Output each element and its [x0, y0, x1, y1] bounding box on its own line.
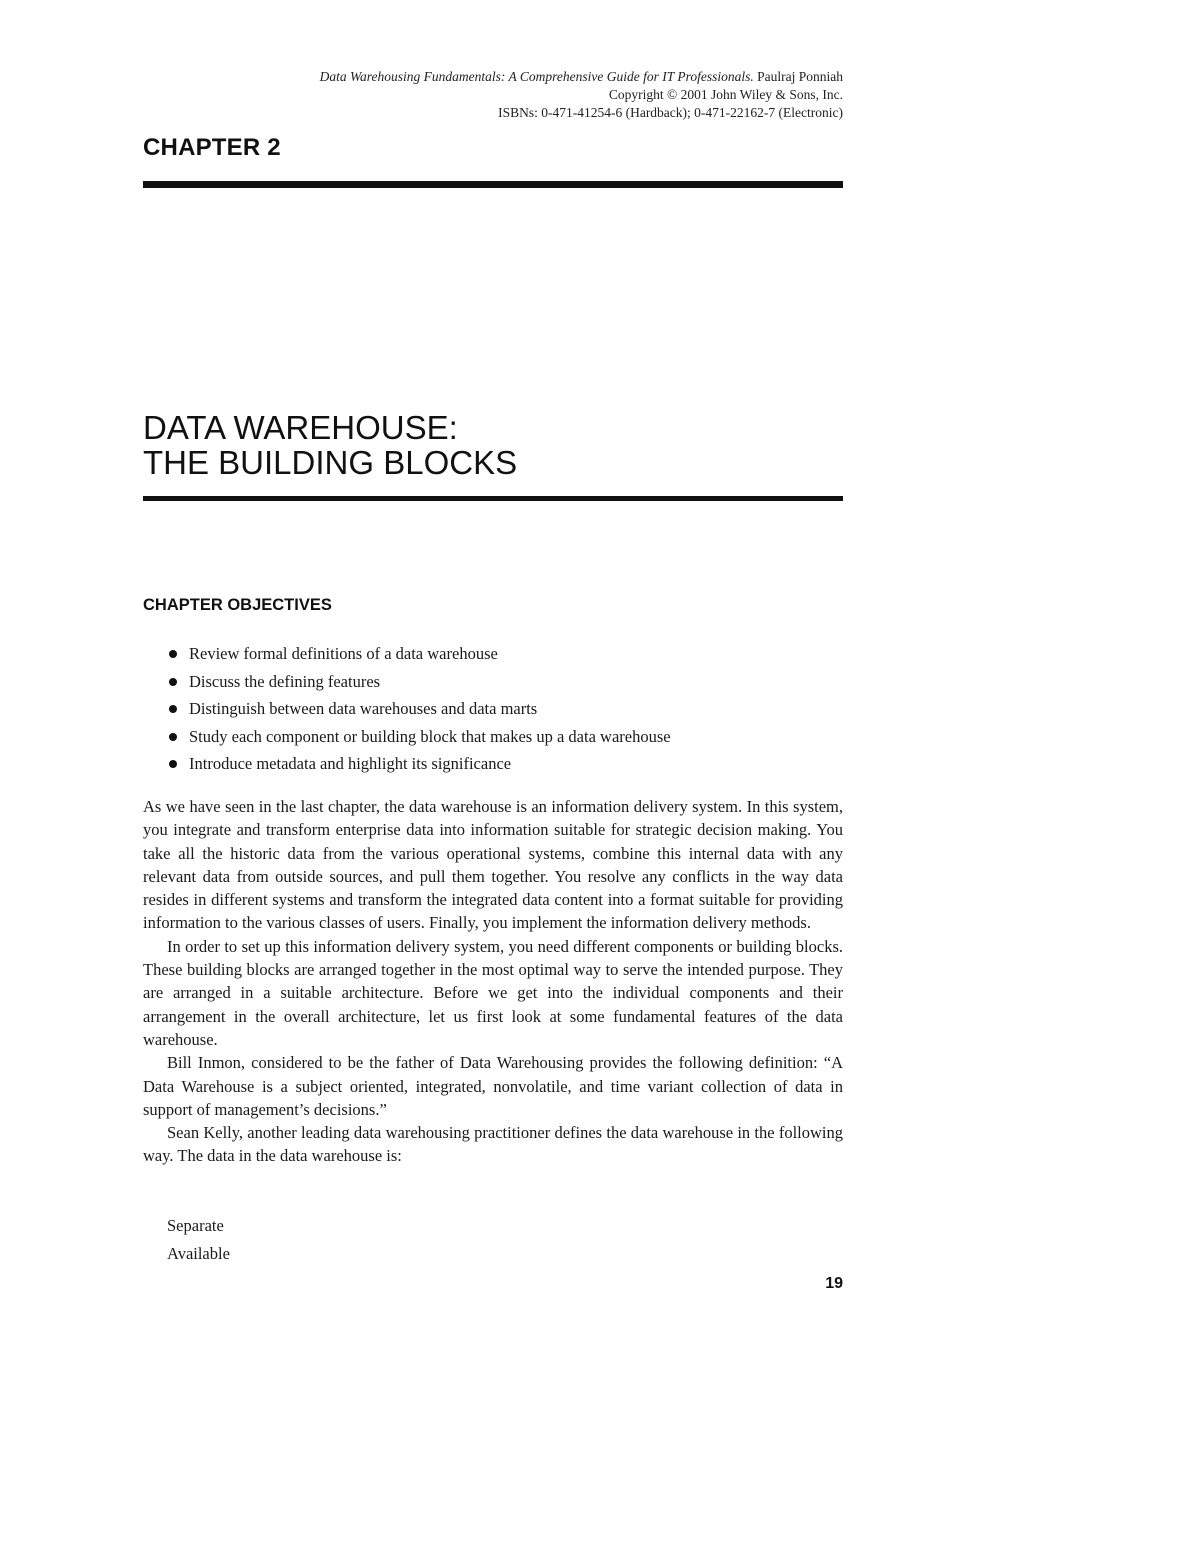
body-paragraph: Bill Inmon, considered to be the father of Data Warehousing provides the following definition: “A Data Warehouse is a subject oriented, integrated, nonvolatile, and time variant collection of data in support of management’s decisions.” — [143, 1053, 843, 1119]
chapter-title-line-1: DATA WAREHOUSE: — [143, 409, 458, 446]
definition-term: Available — [167, 1244, 230, 1263]
body-paragraph: Sean Kelly, another leading data warehousing practitioner defines the data warehouse in the following way. The data in the data warehouse is: — [143, 1123, 843, 1166]
definition-term: Separate — [167, 1216, 224, 1235]
objective-item — [167, 750, 671, 778]
copyright-line: Copyright © 2001 John Wiley & Sons, Inc. — [608, 87, 843, 102]
page-number: 19 — [825, 1275, 843, 1292]
bullet-icon — [169, 760, 177, 768]
body-text — [143, 795, 843, 1168]
book-author: Paulraj Ponniah — [757, 69, 843, 84]
objective-text: Review formal definitions of a data warehouse — [189, 644, 498, 663]
book-page — [143, 0, 843, 1553]
bullet-icon — [169, 733, 177, 741]
objective-text: Study each component or building block that makes up a data warehouse — [189, 726, 671, 746]
book-title: Data Warehousing Fundamentals: A Comprehensive Guide for IT Professionals. — [319, 69, 754, 84]
isbn-line: ISBNs: 0-471-41254-6 (Hardback); 0-471-22162-7 (Electronic) — [498, 105, 843, 120]
chapter-title-rule — [143, 496, 843, 501]
objective-item — [167, 640, 671, 668]
chapter-rule-top — [143, 181, 843, 188]
source-notice — [320, 68, 843, 122]
definition-terms — [167, 1212, 230, 1268]
bullet-icon — [169, 705, 177, 713]
objective-item — [167, 723, 671, 751]
chapter-title-line-2: THE BUILDING BLOCKS — [143, 444, 518, 481]
objective-text: Distinguish between data warehouses and data marts — [189, 699, 538, 719]
objective-item — [167, 695, 671, 723]
source-title-line — [320, 68, 843, 86]
body-paragraph: As we have seen in the last chapter, the data warehouse is an information delivery system. In this system, you integrate and transform enterprise data into information suitable for strategic decision making. You take all the historic data from the various operational systems, combine this internal data with any relevant data from outside sources, and pull them together. You resolve any conflicts in the way data resides in different systems and transform the integrated data content into a format suitable for providing information to the various classes of users. Finally, you implement the information delivery methods. — [143, 797, 843, 933]
bullet-icon — [169, 650, 177, 658]
bullet-icon — [169, 678, 177, 686]
body-paragraph: In order to set up this information delivery system, you need different components or building blocks. These building blocks are arranged together in the most optimal way to serve the intended purpose. They are arranged in a suitable architecture. Before we get into the individual components and their arrangement in the overall architecture, let us first look at some fundamental features of the data warehouse. — [143, 936, 843, 1049]
chapter-title — [143, 410, 517, 480]
objectives-list — [167, 640, 671, 778]
objective-item — [167, 668, 671, 696]
objectives-heading: CHAPTER OBJECTIVES — [143, 596, 332, 614]
chapter-label: CHAPTER 2 — [143, 134, 281, 161]
objective-text: Introduce metadata and highlight its significance — [189, 754, 512, 774]
objective-text: Discuss the defining features — [189, 671, 381, 691]
